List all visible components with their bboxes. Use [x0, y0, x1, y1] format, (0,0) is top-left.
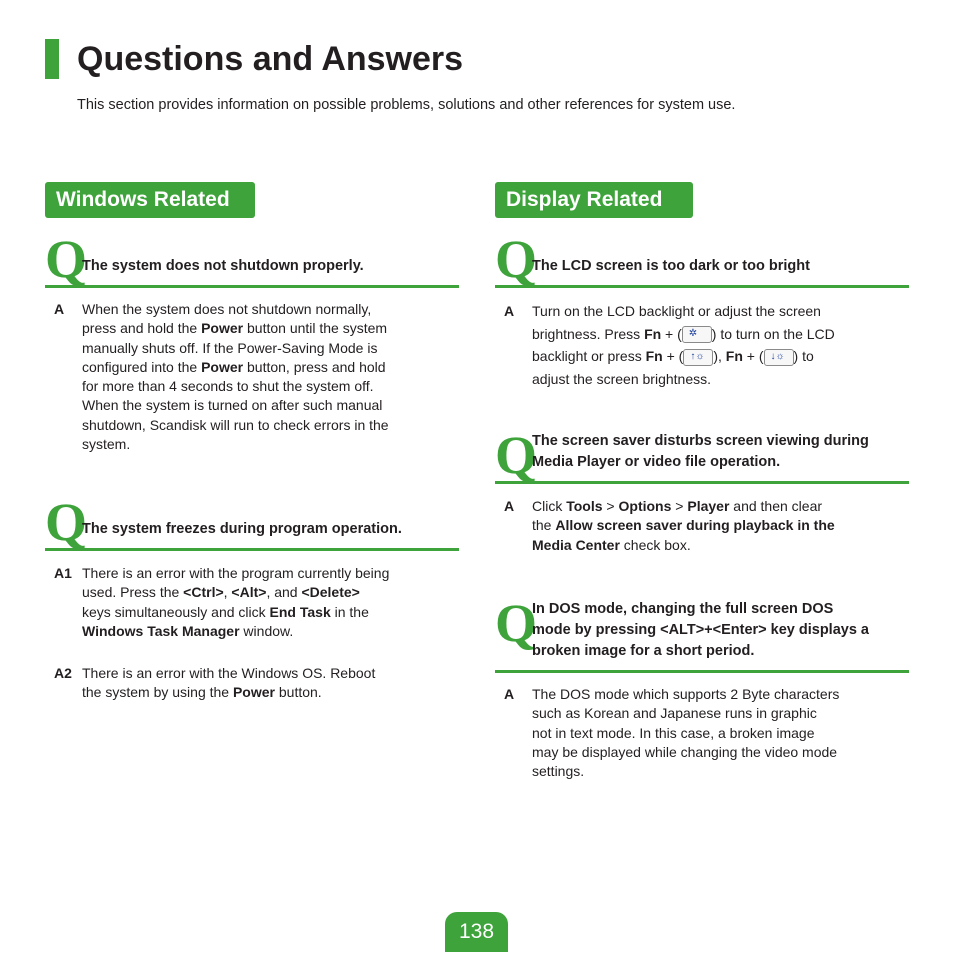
intro-text: This section provides information on possible problems, solutions and other references for system use.: [77, 97, 736, 113]
brightness-up-key-icon: ↑☼: [683, 349, 713, 366]
question-block: [495, 425, 909, 485]
question-text: In DOS mode, changing the full screen DOS mode by pressing <ALT>+<Enter> key displays a broken image for a short period.: [532, 601, 869, 659]
answer-block: [504, 685, 904, 785]
question-text: The screen saver disturbs screen viewing during Media Player or video file operation.: [532, 433, 869, 470]
answer-text: Turn on the LCD backlight or adjust the screen brightness. Press Fn + ( ✲ ) to turn on the LCD backlight or press Fn + ( ↑☼ ), Fn + ( ↓☼ ) to adjust the screen brightness.: [532, 303, 835, 387]
answer-text: The DOS mode which supports 2 Byte characters such as Korean and Japanese runs in graphic not in text mode. In this case, a broken image may be displayed while changing the video mode settings.: [532, 686, 840, 780]
q-letter: Q: [495, 229, 538, 289]
answer-block: [504, 300, 904, 390]
page-number: 138: [445, 912, 508, 952]
section-label-windows: Windows Related: [45, 182, 255, 218]
question-text: The system does not shutdown properly.: [82, 258, 364, 274]
answer-text: When the system does not shutdown normally, press and hold the Power button until the system manually shuts off. If the Power-Saving Mode is configured into the Power button, press and hold for more than 4 seconds to shut the system off. When the system is turned on after such manual shutdown, Scandisk will run to check errors in the system.: [82, 301, 389, 453]
page-title: Questions and Answers: [77, 40, 464, 78]
answer-label: A1: [54, 565, 72, 581]
answer-label: A2: [54, 665, 72, 681]
answer-text: There is an error with the program currently being used. Press the <Ctrl>, <Alt>, and <Delete> keys simultaneously and click End Task in the Windows Task Manager window.: [82, 565, 390, 639]
answer-label: A: [504, 303, 515, 319]
answer-text: Click Tools > Options > Player and then clear the Allow screen saver during playback in the Media Center check box.: [532, 498, 835, 553]
question-block: [495, 229, 909, 289]
answer-label: A: [504, 498, 515, 514]
answer-text: There is an error with the Windows OS. Reboot the system by using the Power button.: [82, 665, 376, 701]
q-letter: Q: [495, 425, 538, 485]
answer-block: [54, 564, 454, 644]
answer-label: A: [504, 686, 515, 702]
question-text: The system freezes during program operation.: [82, 521, 402, 537]
question-block: [45, 229, 459, 289]
answer-block: [54, 664, 454, 704]
q-letter: Q: [495, 593, 538, 653]
answer-label: A: [54, 301, 65, 317]
question-block: [495, 593, 909, 673]
answer-block: [504, 497, 904, 557]
backlight-key-icon: ✲: [682, 326, 712, 343]
answer-block: [54, 300, 454, 460]
question-block: [45, 492, 459, 552]
section-label-display: Display Related: [495, 182, 693, 218]
brightness-down-key-icon: ↓☼: [764, 349, 794, 366]
q-letter: Q: [45, 492, 88, 552]
q-letter: Q: [45, 229, 88, 289]
title-accent-bar: [45, 39, 59, 79]
question-text: The LCD screen is too dark or too bright: [532, 258, 810, 274]
